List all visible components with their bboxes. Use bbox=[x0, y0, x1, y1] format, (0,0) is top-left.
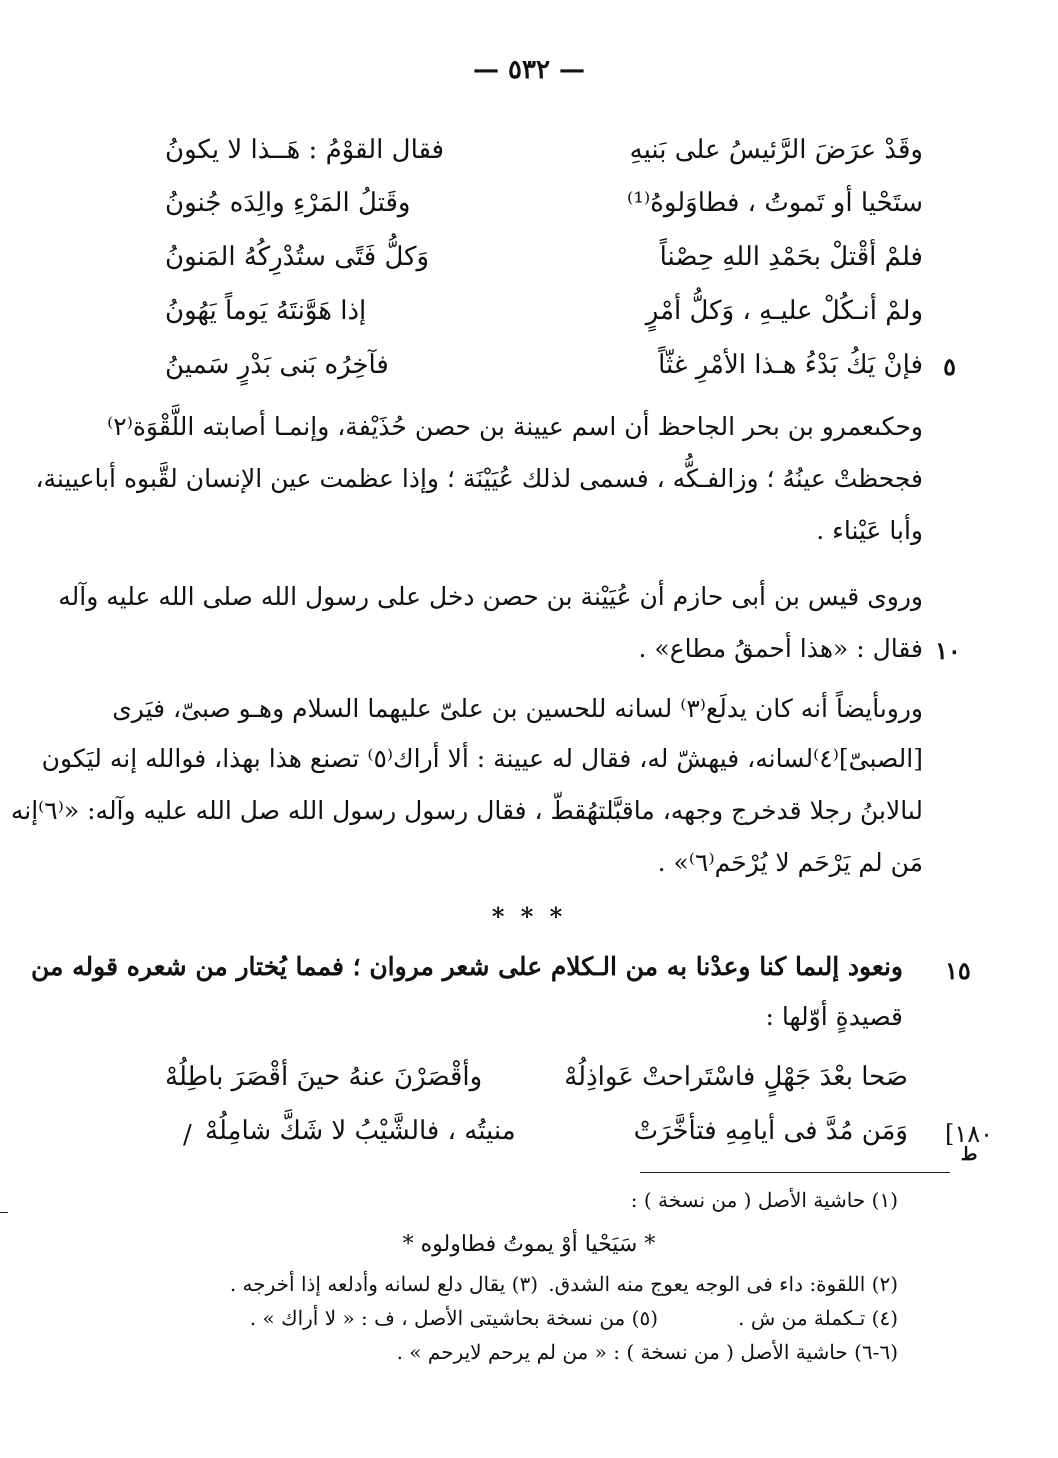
hemistich-first: فلمْ أقْتلْ بحَمْدِ اللهِ حِصْناً bbox=[659, 242, 923, 272]
para2-line-1: وروى قيس بن أبى حازم أن عُيَيْنة بن حصن دخل على رسول الله صلى الله عليه وآله bbox=[58, 582, 923, 611]
verse-5 bbox=[0, 350, 1058, 400]
folio-number: [١٨٠ bbox=[945, 1120, 994, 1148]
footnote-3: (٣) يقال دلع لسانه وأدلعه إذا أخرجه . bbox=[229, 1272, 538, 1296]
verse-b-2 bbox=[0, 1116, 1058, 1166]
footnote-6: (٦-٦) حاشية الأصل ( من نسخة ) : « من لم يرحم لايرحم » . bbox=[396, 1340, 898, 1364]
hemistich-second: إذا هَوَّنتَهُ يَوماً يَهُونُ bbox=[165, 296, 367, 326]
verse-1 bbox=[0, 135, 1058, 185]
line-number: ١٥ bbox=[945, 956, 971, 985]
para1-line-2: فجحظتْ عينُهُ ؛ وزالفـكُّه ، فسمى لذلك عُيَيْنَة ؛ وإذا عظمت عين الإنسان لقَّبوه أباعيينة، bbox=[35, 464, 923, 493]
footnote-2: (٢) اللقوة: داء فى الوجه يعوج منه الشدق. bbox=[548, 1272, 898, 1296]
hemistich-second: وقَتلُ المَرْءِ والِدَه جُنونُ bbox=[165, 188, 411, 218]
hemistich-second: فآخِرُه بَنى بَدْرٍ سَمينُ bbox=[165, 350, 389, 380]
verse-2 bbox=[0, 188, 1058, 238]
footnote-rule bbox=[640, 1172, 950, 1173]
hemistich-first: وَمَن مُدَّ فى أيامِهِ فتأخَّرَتْ bbox=[633, 1116, 908, 1146]
footnote-1: (١) حاشية الأصل ( من نسخة ) : bbox=[630, 1188, 898, 1212]
para3-line-4: مَن لم يَرْحَم لا يُرْحَم⁽٦⁾» . bbox=[657, 848, 923, 877]
section-separator: * * * bbox=[491, 902, 567, 931]
para3-line-3: لىالابنُ رجلا قدخرج وجهه، ماقبَّلتهُقطّ ، فقال رسول رسول الله صل الله عليه وآله: «⁽٦⁾إنه bbox=[10, 796, 923, 825]
line-number: ١٠ bbox=[935, 636, 961, 665]
hemistich-second: وأقْصَرْنَ عنهُ حينَ أقْصَرَ باطِلُهْ bbox=[165, 1062, 483, 1092]
page-number: — ٥٣٢ — bbox=[472, 55, 586, 85]
folio-sub: ط bbox=[960, 1144, 978, 1165]
para1-line-1: وحكىعمرو بن بحر الجاحظ أن اسم عيينة بن حصن حُذَيْفة، وإنمـا أصابته اللَّقْوَة⁽٢⁾ bbox=[107, 412, 923, 441]
para3-line-2: [الصبىّ]⁽٤⁾لسانه، فيهشّ له، فقال له عيينة : ألا أراك⁽٥⁾ تصنع هذا بهذا، فوالله إنه ليَكون bbox=[41, 744, 923, 773]
footnote-5: (٥) من نسخة بحاشيتى الأصل ، ف : « لا أراك » . bbox=[249, 1306, 658, 1330]
hemistich-second: منيتُه ، فالشَّيْبُ لا شَكَّ شامِلُهْ bbox=[205, 1116, 516, 1146]
line-number: ٥ bbox=[943, 352, 956, 381]
hemistich-first: ولمْ أنـكُلْ عليـهِ ، وَكلُّ أمْرٍ bbox=[645, 296, 923, 326]
para3-line-1: وروىأيضاً أنه كان يدلَع⁽٣⁾ لسانه للحسين بن علىّ عليهما السلام وهـو صبىّ، فيَرى bbox=[112, 694, 923, 723]
verse-3 bbox=[0, 242, 1058, 292]
footnote-4: (٤) تـكملة من ش . bbox=[738, 1306, 898, 1330]
hemistich-first: ستَحْيا أو تَموتُ ، فطاوَلوهُ⁽¹⁾ bbox=[626, 188, 923, 218]
para2-line-2: فقال : «هذا أحمقُ مطاع» . bbox=[638, 634, 923, 663]
hemistich-second: فقال القوْمُ : هَــذا لا يكونُ bbox=[165, 135, 445, 165]
verse-4 bbox=[0, 296, 1058, 346]
footnote-1-verse: * سَيَحْيا أوْ يموتُ فطاولوه * bbox=[402, 1232, 656, 1257]
hemistich-second: وَكلُّ فَتًى ستُدْرِكُهُ المَنونُ bbox=[165, 242, 430, 272]
manuscript-folio-ref bbox=[945, 1120, 994, 1165]
hemistich-first: فإنْ يَكُ بَدْءُ هـذا الأمْرِ غثّاً bbox=[658, 350, 923, 380]
page-edge-mark bbox=[0, 1212, 8, 1213]
para4-line-1: ونعود إلىما كنا وعدْنا به من الـكلام على شعر مروان ؛ فمما يُختار من شعره قوله من bbox=[31, 952, 903, 981]
hemistich-first: وقَدْ عرَضَ الرَّئيسُ على بَنيهِ bbox=[629, 135, 923, 165]
verse-b-1 bbox=[0, 1062, 1058, 1112]
para1-line-3: وأبا عَيْناء . bbox=[816, 516, 923, 545]
para4-line-2: قصيدةٍ أوّلها : bbox=[765, 1002, 903, 1031]
hemistich-first: صَحا بعْدَ جَهْلٍ فاسْتَراحتْ عَواذِلُهْ bbox=[564, 1062, 908, 1092]
folio-break-mark: / bbox=[183, 1120, 192, 1150]
